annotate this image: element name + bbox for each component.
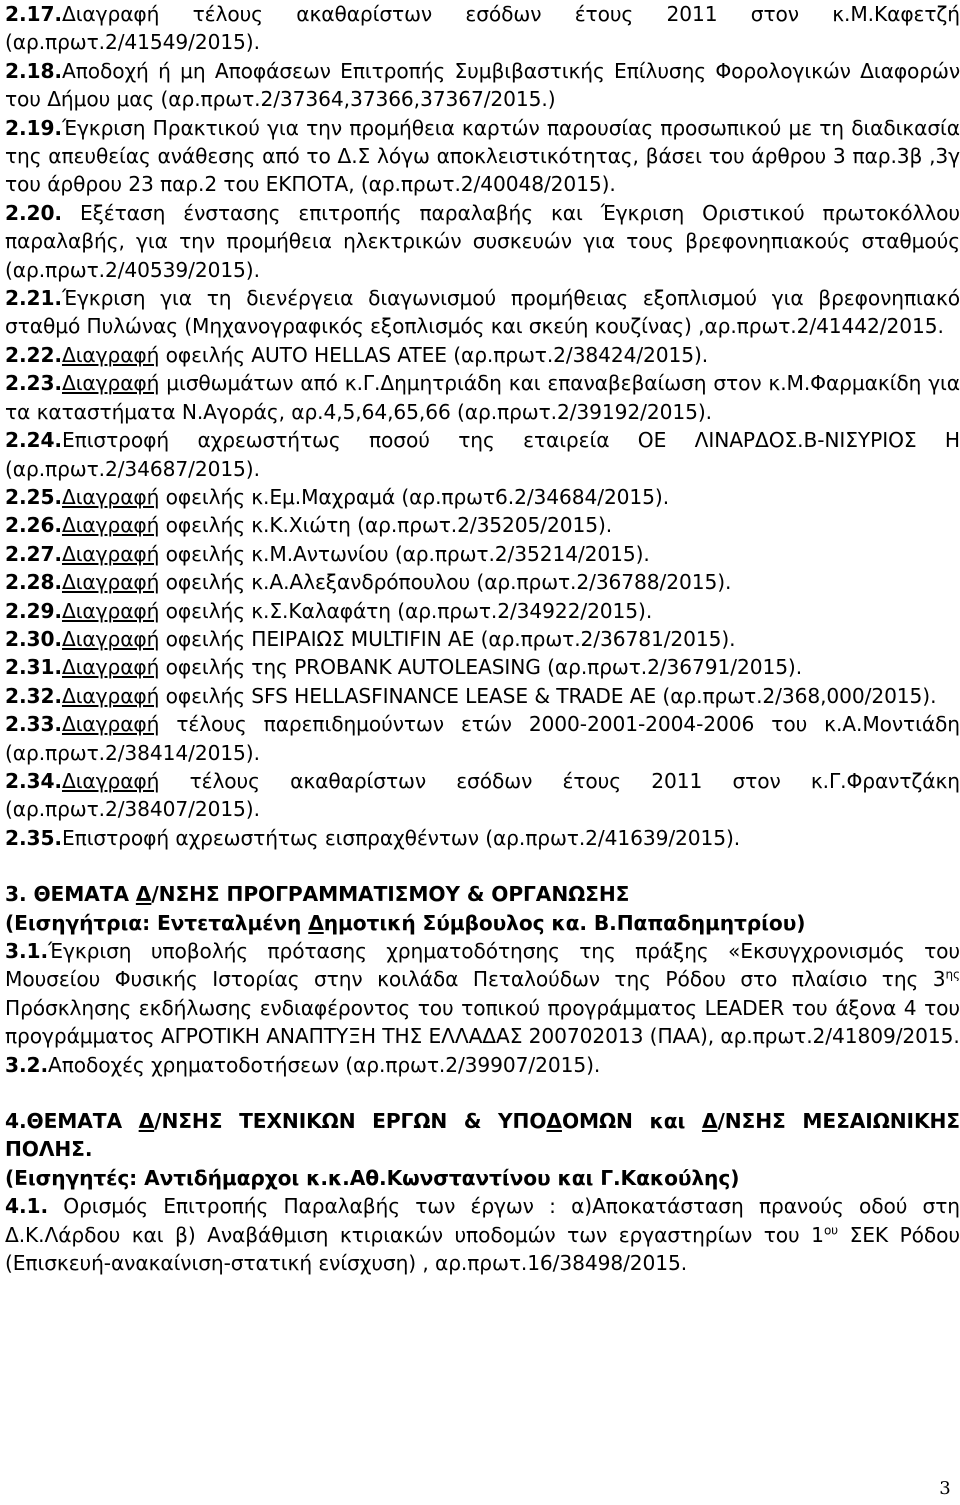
item-text: Διαγραφή τέλους ακαθαρίστων εσόδων έτους 2011 στον κ.Μ.Καφετζή (αρ.πρωτ.2/41549/2015). [5,2,960,55]
item-underlined-verb: Διαγραφή [61,626,160,651]
item-number: 2.27. [5,541,62,566]
section-3-heading [5,880,960,908]
item-text: Επιστροφή αχρεωστήτως εισπραχθέντων (αρ.πρωτ.2/41639/2015). [61,825,741,850]
agenda-item [5,426,960,483]
superscript-ordinal: ης [945,967,960,982]
agenda-item [5,284,960,341]
item-number: 2.33. [5,712,62,737]
item-text: οφειλής AUTO HELLAS ATEE (αρ.πρωτ.2/38424/2015). [159,342,709,367]
agenda-item [5,369,960,426]
section-3-rapporteur [5,909,960,937]
item-number: 2.30. [5,626,62,651]
item-text: Έγκριση υποβολής πρότασης χρηματοδότησης της πράξης «Εκσυγχρονισμός του Μουσείου Φυσικής Ιστορίας στην κοιλάδα Πεταλούδων της Ρόδου στο πλαίσιο της 3 [5,939,960,992]
agenda-item [5,682,960,710]
agenda-item-4-1 [5,1192,960,1277]
agenda-item-3-1 [5,937,960,1051]
section-4-heading-underlined: Δ [138,1109,155,1134]
item-text: οφειλής κ.Εμ.Μαχραμά (αρ.πρωτ6.2/34684/2015). [159,484,670,509]
agenda-item [5,597,960,625]
agenda-item [5,540,960,568]
section-4-heading-part: /ΝΣΗΣ ΤΕΧΝΙΚΩΝ ΕΡΓΩΝ & ΥΠΟ [154,1109,547,1134]
item-text-continued: Πρόσκλησης εκδήλωσης ενδιαφέροντος του τοπικού προγράμματος LEADER του άξονα 4 του προγράμματος ΑΓΡΟΤΙΚΗ ΑΝΑΠΤΥΞΗ ΤΗΣ ΕΛΛΑΔΑΣ 200702013 (ΠΑΑ), αρ.πρωτ.2/41809/2015. [5,995,960,1049]
item-underlined-verb: Διαγραφή [61,598,160,623]
item-text: μισθωμάτων από κ.Γ.Δημητριάδη και επαναβεβαίωση στον κ.Μ.Φαρμακίδη για τα καταστήματα Ν.Αγοράς, αρ.4,5,64,65,66 (αρ.πρωτ.2/39192/2015). [5,371,960,424]
item-number: 3.1. [5,939,49,963]
item-text: οφειλής κ.Κ.Χιώτη (αρ.πρωτ.2/35205/2015). [159,513,613,538]
item-number: 2.25. [5,484,62,509]
item-text: Αποδοχές χρηματοδοτήσεων (αρ.πρωτ.2/39907/2015). [48,1052,601,1077]
item-number: 2.26. [5,513,62,538]
item-number: 2.31. [5,655,62,680]
section-4-heading-underlined: Δ [701,1109,718,1134]
item-underlined-verb: Διαγραφή [61,655,160,680]
agenda-item-3-2 [5,1051,960,1079]
section-3-heading-underlined: Δ [135,882,152,907]
item-underlined-verb: Διαγραφή [61,371,160,396]
agenda-section-3 [5,880,960,1079]
superscript-ordinal: ου [823,1222,839,1237]
item-text: τέλους ακαθαρίστων εσόδων έτους 2011 στον κ.Γ.Φραντζάκη (αρ.πρωτ.2/38407/2015). [5,768,960,822]
item-underlined-verb: Διαγραφή [61,683,160,708]
item-underlined-verb: Διαγραφή [61,342,160,367]
item-number: 2.32. [5,683,62,708]
item-text: οφειλής ΠΕΙΡΑΙΩΣ MULTIFIN AE (αρ.πρωτ.2/36781/2015). [159,626,736,651]
item-underlined-verb: Διαγραφή [61,768,160,793]
item-number: 2.34. [5,768,62,793]
section-3-rapporteur-prefix: (Εισηγήτρια: Εντεταλμένη [5,910,309,935]
agenda-item [5,767,960,824]
item-text: Έγκριση Πρακτικού για την προμήθεια καρτών παρουσίας προσωπικού με τη διαδικασία της απευθείας ανάθεσης από το Δ.Σ λόγω αποκλειστικότητας, βάσει του άρθρου 3 παρ.3β ,3γ του άρθρου 23 παρ.2 του ΕΚΠΟΤΑ, (αρ.πρωτ.2/40048/2015). [5,115,960,197]
agenda-item [5,114,960,199]
spacer [5,1079,960,1107]
agenda-section-2-list [5,0,960,852]
item-text: Επιστροφή αχρεωστήτως ποσού της εταιρεία ΟΕ ΛΙΝΑΡΔΟΣ.Β-ΝΙΣΥΡΙΟΣ Η (αρ.πρωτ.2/34687/2015). [5,428,960,481]
item-text: οφειλής κ.Μ.Αντωνίου (αρ.πρωτ.2/35214/2015). [159,541,650,566]
item-underlined-verb: Διαγραφή [61,484,160,509]
item-number: 2.28. [5,570,62,595]
item-text-continued: ΣΕΚ Ρόδου (Επισκευή-ανακαίνιση-στατική ενίσχυση) , αρ.πρωτ.16/38498/2015. [5,1222,960,1276]
section-3-rapporteur-underlined: Δ [308,910,324,935]
agenda-item [5,625,960,653]
agenda-item [5,199,960,284]
item-number: 2.23. [5,371,62,396]
item-number: 2.17. [5,2,62,26]
item-number: 4.1. [5,1194,49,1219]
agenda-item [5,483,960,511]
document-page [5,0,960,1277]
item-underlined-verb: Διαγραφή [61,712,160,737]
section-4-heading [5,1107,960,1164]
agenda-section-4 [5,1107,960,1277]
item-number: 2.22. [5,342,62,367]
agenda-item [5,653,960,681]
section-4-heading-part: ΟΜΩΝ και [561,1109,702,1134]
item-text: τέλους παρεπιδημούντων ετών 2000-2001-2004-2006 του κ.Α.Μοντιάδη (αρ.πρωτ.2/38414/2015). [5,712,960,765]
item-text: Έγκριση για τη διενέργεια διαγωνισμού προμήθειας εξοπλισμού για βρεφονηπιακό σταθμό Πυλώνας (Μηχανογραφικός εξοπλισμός και σκεύη κουζίνας) ,αρ.πρωτ.2/41442/2015. [5,286,960,339]
section-4-heading-part: /ΝΣΗΣ ΜΕΣΑΙΩΝΙΚΗΣ ΠΟΛΗΣ. [5,1109,960,1162]
item-text: Εξέταση ένστασης επιτροπής παραλαβής και Έγκριση Οριστικού πρωτοκόλλου παραλαβής, για την προμήθεια ηλεκτρικών συσκευών για τους βρεφονηπιακούς σταθμούς (αρ.πρωτ.2/40539/2015). [5,200,960,282]
section-3-heading-prefix: 3. ΘΕΜΑΤΑ [5,882,136,907]
section-3-rapporteur-suffix: ημοτική Σύμβουλος κα. Β.Παπαδημητρίου) [323,910,806,935]
spacer [5,852,960,880]
agenda-item [5,341,960,369]
item-text: οφειλής SFS HELLASFINANCE LEASE & TRADE AE (αρ.πρωτ.2/368,000/2015). [159,683,937,708]
page-number: 3 [939,1478,951,1499]
agenda-item [5,511,960,539]
item-number: 2.20. [5,200,62,225]
agenda-item [5,568,960,596]
section-4-rapporteurs: (Εισηγητές: Αντιδήμαρχοι κ.κ.Αθ.Κωνσταντίνου και Γ.Κακούλης) [5,1165,740,1190]
item-underlined-verb: Διαγραφή [61,541,160,566]
section-4-heading-part: 4.ΘΕΜΑΤΑ [5,1109,139,1134]
item-text: οφειλής κ.Σ.Καλαφάτη (αρ.πρωτ.2/34922/2015). [159,598,653,623]
agenda-item [5,0,960,57]
item-text: Ορισμός Επιτροπής Παραλαβής των έργων : α)Αποκατάσταση πρανούς οδού στη Δ.Κ.Λάρδου και β) Αναβάθμιση κτιριακών υποδομών των εργαστηρίων του 1 [5,1194,960,1247]
item-text: οφειλής της PROBANK AUTOLEASING (αρ.πρωτ.2/36791/2015). [159,655,803,680]
item-number: 2.21. [5,286,62,311]
agenda-item [5,824,960,852]
item-number: 2.29. [5,598,62,623]
item-number: 2.19. [5,115,62,140]
item-underlined-verb: Διαγραφή [61,513,160,538]
section-4-heading-underlined: Δ [546,1109,562,1134]
agenda-item [5,710,960,767]
agenda-item [5,57,960,114]
item-underlined-verb: Διαγραφή [61,570,160,595]
section-3-heading-suffix: /ΝΣΗΣ ΠΡΟΓΡΑΜΜΑΤΙΣΜΟΥ & ΟΡΓΑΝΩΣΗΣ [151,882,630,907]
item-text: Αποδοχή ή μη Αποφάσεων Επιτροπής Συμβιβαστικής Επίλυσης Φορολογικών Διαφορών του Δήμου μας (αρ.πρωτ.2/37364,37366,37367/2015.) [5,58,960,112]
item-number: 3.2. [5,1052,49,1077]
item-number: 2.18. [5,58,62,83]
item-text: οφειλής κ.Α.Αλεξανδρόπουλου (αρ.πρωτ.2/36788/2015). [159,570,732,595]
item-number: 2.35. [5,825,62,850]
item-number: 2.24. [5,428,62,453]
